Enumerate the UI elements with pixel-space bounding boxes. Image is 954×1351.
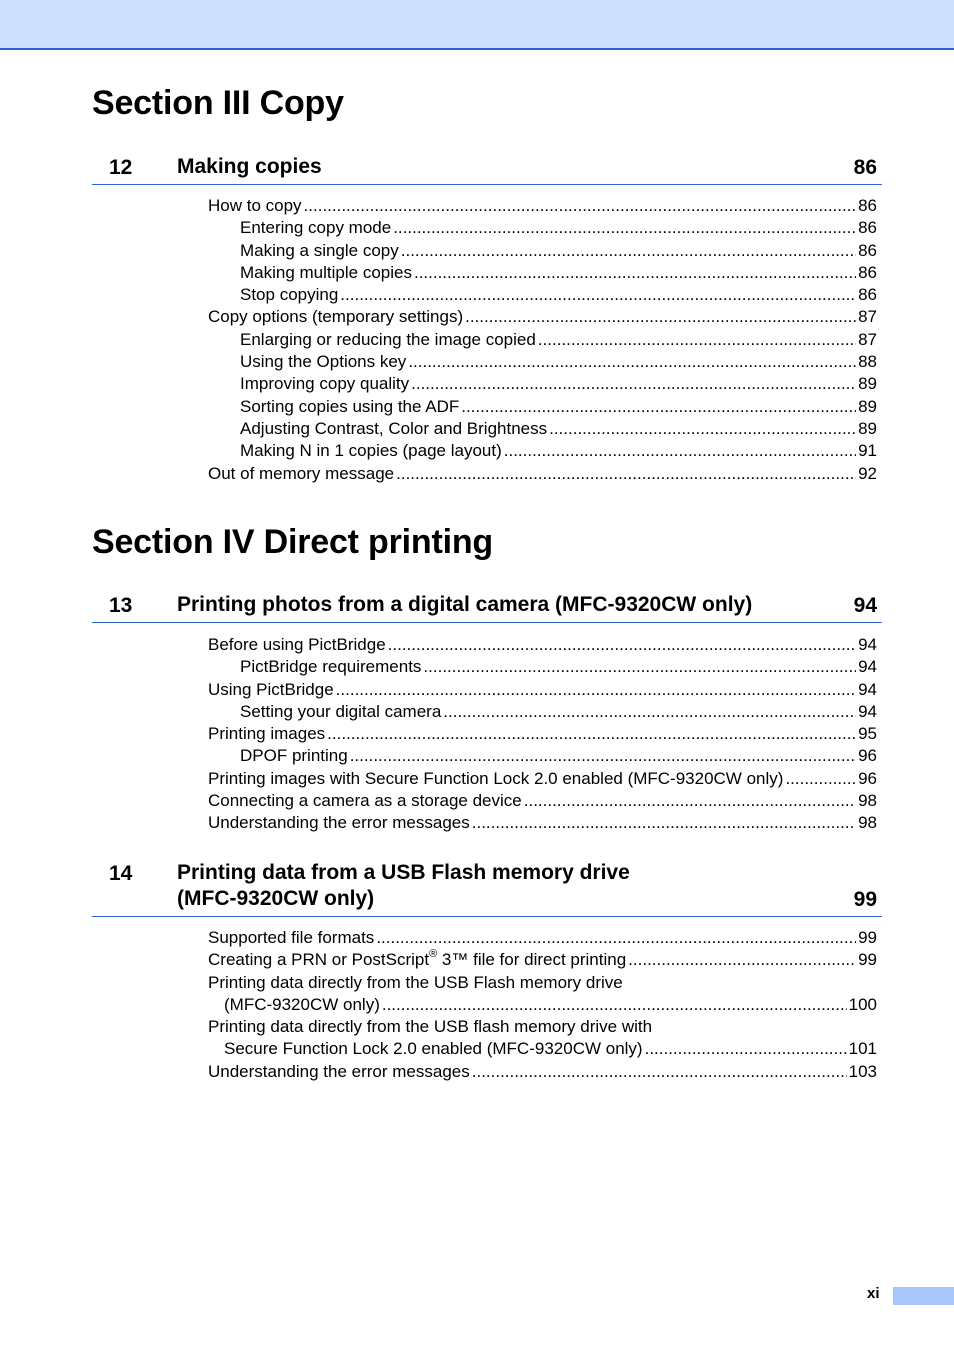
toc-entry-label: Printing data directly from the USB Flash memory drive bbox=[208, 972, 623, 992]
toc-entry-page: 94 bbox=[858, 679, 877, 699]
registered-mark: ® bbox=[429, 947, 438, 960]
toc-entry-label: DPOF printing bbox=[240, 746, 348, 766]
leader-dots bbox=[645, 1038, 847, 1060]
toc-entry-label: Enlarging or reducing the image copied bbox=[240, 329, 536, 349]
toc-entry-label: Making N in 1 copies (page layout) bbox=[240, 441, 502, 461]
leader-dots bbox=[628, 949, 856, 971]
toc-entry-label-continued: (MFC-9320CW only) bbox=[224, 994, 380, 1014]
toc-entry-label: Stop copying bbox=[240, 285, 339, 305]
toc-entry[interactable] bbox=[208, 812, 877, 834]
toc-entry-multiline[interactable] bbox=[208, 972, 877, 994]
toc-entry-page: 98 bbox=[858, 791, 877, 811]
toc-entry-label-tail: 3™ file for direct printing bbox=[437, 950, 627, 970]
chapter-number: 12 bbox=[109, 156, 133, 179]
toc-entry-page: 86 bbox=[858, 285, 877, 305]
leader-dots bbox=[461, 396, 856, 418]
toc-entry-page: 86 bbox=[858, 262, 877, 282]
toc-entry-page: 89 bbox=[858, 396, 877, 416]
toc-entry[interactable] bbox=[208, 440, 877, 462]
toc-entry[interactable] bbox=[208, 284, 877, 306]
toc-entry-label: How to copy bbox=[208, 196, 302, 215]
section-title: Section III Copy bbox=[92, 84, 344, 122]
leader-dots bbox=[538, 329, 856, 351]
toc-entry-page: 94 bbox=[858, 657, 877, 677]
toc-entry-page: 99 bbox=[858, 928, 877, 947]
toc-entry-label: Before using PictBridge bbox=[208, 635, 386, 654]
page-tab-marker bbox=[893, 1287, 954, 1305]
toc-entry[interactable] bbox=[208, 994, 877, 1016]
toc-entry-page: 94 bbox=[858, 701, 877, 721]
chapter-heading[interactable] bbox=[92, 586, 882, 623]
toc-entry-page: 98 bbox=[858, 813, 877, 833]
toc-list bbox=[208, 927, 877, 1083]
leader-dots bbox=[382, 994, 847, 1016]
toc-entry-page: 87 bbox=[858, 307, 877, 327]
toc-entry-page: 101 bbox=[848, 1039, 877, 1059]
toc-entry-page: 99 bbox=[858, 950, 877, 970]
leader-dots bbox=[524, 790, 856, 812]
toc-entry-label: Understanding the error messages bbox=[208, 813, 470, 833]
toc-entry[interactable] bbox=[208, 262, 877, 284]
toc-entry[interactable] bbox=[208, 217, 877, 239]
toc-entry[interactable] bbox=[208, 373, 877, 395]
toc-entry-label: PictBridge requirements bbox=[240, 657, 422, 677]
leader-dots bbox=[504, 440, 856, 462]
toc-entry[interactable] bbox=[208, 1061, 877, 1083]
header-band bbox=[0, 0, 954, 50]
chapter-heading[interactable] bbox=[92, 148, 882, 185]
chapter-number: 14 bbox=[109, 862, 133, 885]
toc-entry-label: Printing images with Secure Function Lock 2.0 enabled (MFC-9320CW only) bbox=[208, 768, 784, 788]
chapter-number: 13 bbox=[109, 594, 133, 617]
toc-entry[interactable] bbox=[208, 240, 877, 262]
leader-dots bbox=[408, 351, 856, 373]
leader-dots bbox=[376, 927, 856, 949]
leader-dots bbox=[336, 679, 856, 701]
leader-dots bbox=[411, 373, 856, 395]
toc-entry-label: Making multiple copies bbox=[240, 262, 412, 282]
leader-dots bbox=[327, 723, 856, 745]
chapter-title: Making copies bbox=[177, 155, 322, 178]
toc-entry-label: Setting your digital camera bbox=[240, 701, 442, 721]
chapter-title: Printing photos from a digital camera (MFC-9320CW only) bbox=[177, 593, 753, 616]
toc-entry-label: Improving copy quality bbox=[240, 374, 410, 394]
leader-dots bbox=[350, 745, 856, 767]
toc-entry[interactable] bbox=[208, 656, 877, 678]
toc-entry-page: 86 bbox=[858, 218, 877, 238]
leader-dots bbox=[465, 306, 856, 328]
chapter-heading[interactable] bbox=[92, 856, 882, 917]
leader-dots bbox=[785, 768, 856, 790]
toc-entry[interactable] bbox=[208, 1038, 877, 1060]
toc-entry-label: Making a single copy bbox=[240, 240, 399, 260]
toc-entry[interactable] bbox=[208, 634, 877, 656]
toc-entry-label: Sorting copies using the ADF bbox=[240, 396, 460, 416]
toc-entry[interactable] bbox=[208, 790, 877, 812]
leader-dots bbox=[414, 262, 856, 284]
toc-entry-page: 89 bbox=[858, 374, 877, 394]
toc-entry-page: 100 bbox=[848, 994, 877, 1014]
leader-dots bbox=[401, 240, 856, 262]
toc-entry-label-continued: Secure Function Lock 2.0 enabled (MFC-9320CW only) bbox=[224, 1039, 643, 1059]
leader-dots bbox=[388, 634, 856, 656]
leader-dots bbox=[396, 463, 856, 485]
toc-entry-label-text: Creating a PRN or PostScript bbox=[208, 950, 430, 970]
toc-entry[interactable] bbox=[208, 306, 877, 328]
toc-entry-label: Printing images bbox=[208, 724, 326, 744]
toc-entry-page: 103 bbox=[848, 1061, 877, 1081]
toc-entry[interactable] bbox=[208, 768, 877, 790]
toc-entry[interactable] bbox=[208, 679, 877, 701]
toc-entry-label: Adjusting Contrast, Color and Brightness bbox=[240, 418, 548, 438]
toc-entry-page: 95 bbox=[858, 724, 877, 744]
toc-entry[interactable] bbox=[208, 723, 877, 745]
page-number: xi bbox=[867, 1285, 880, 1302]
toc-entry-page: 94 bbox=[858, 635, 877, 654]
toc-entry[interactable] bbox=[208, 351, 877, 373]
toc-entry-multiline[interactable] bbox=[208, 1016, 877, 1038]
toc-entry-page: 86 bbox=[858, 240, 877, 260]
toc-list bbox=[208, 634, 877, 835]
toc-entry-label: Supported file formats bbox=[208, 928, 375, 947]
toc-entry-page: 96 bbox=[858, 746, 877, 766]
leader-dots bbox=[472, 1061, 847, 1083]
toc-entry[interactable] bbox=[208, 195, 877, 217]
leader-dots bbox=[472, 812, 856, 834]
leader-dots bbox=[549, 418, 856, 440]
leader-dots bbox=[304, 195, 857, 217]
toc-entry[interactable] bbox=[208, 396, 877, 418]
toc-entry-label: Out of memory message bbox=[208, 463, 395, 483]
toc-entry[interactable] bbox=[208, 329, 877, 351]
toc-entry-page: 92 bbox=[858, 463, 877, 483]
toc-entry-page: 88 bbox=[858, 352, 877, 372]
toc-entry[interactable] bbox=[208, 949, 877, 971]
toc-entry[interactable] bbox=[208, 418, 877, 440]
toc-entry[interactable] bbox=[208, 745, 877, 767]
leader-dots bbox=[423, 656, 856, 678]
toc-entry-page: 87 bbox=[858, 329, 877, 349]
chapter-page: 94 bbox=[853, 594, 877, 617]
toc-entry-label: Printing data directly from the USB flash memory drive with bbox=[208, 1017, 653, 1037]
toc-entry-label: Understanding the error messages bbox=[208, 1061, 470, 1081]
toc-entry-page: 96 bbox=[858, 768, 877, 788]
leader-dots bbox=[340, 284, 856, 306]
toc-entry-page: 89 bbox=[858, 418, 877, 438]
chapter-page: 86 bbox=[853, 156, 877, 179]
toc-entry[interactable] bbox=[208, 927, 877, 949]
toc-entry-label: Using PictBridge bbox=[208, 679, 334, 699]
leader-dots bbox=[443, 701, 856, 723]
toc-entry-label bbox=[208, 949, 626, 971]
toc-entry-page: 86 bbox=[858, 196, 877, 215]
leader-dots bbox=[393, 217, 856, 239]
toc-entry-label: Copy options (temporary settings) bbox=[208, 307, 464, 327]
chapter-title-continued: (MFC-9320CW only) bbox=[177, 887, 375, 910]
toc-entry[interactable] bbox=[208, 701, 877, 723]
toc-entry-label: Connecting a camera as a storage device bbox=[208, 791, 522, 811]
toc-entry-label: Entering copy mode bbox=[240, 218, 392, 238]
toc-entry-page: 91 bbox=[858, 441, 877, 461]
toc-entry-label: Using the Options key bbox=[240, 352, 407, 372]
chapter-title: Printing data from a USB Flash memory drive bbox=[177, 861, 630, 884]
toc-entry[interactable] bbox=[208, 463, 877, 485]
toc-list bbox=[208, 195, 877, 485]
chapter-page: 99 bbox=[853, 888, 877, 911]
section-title: Section IV Direct printing bbox=[92, 523, 493, 561]
